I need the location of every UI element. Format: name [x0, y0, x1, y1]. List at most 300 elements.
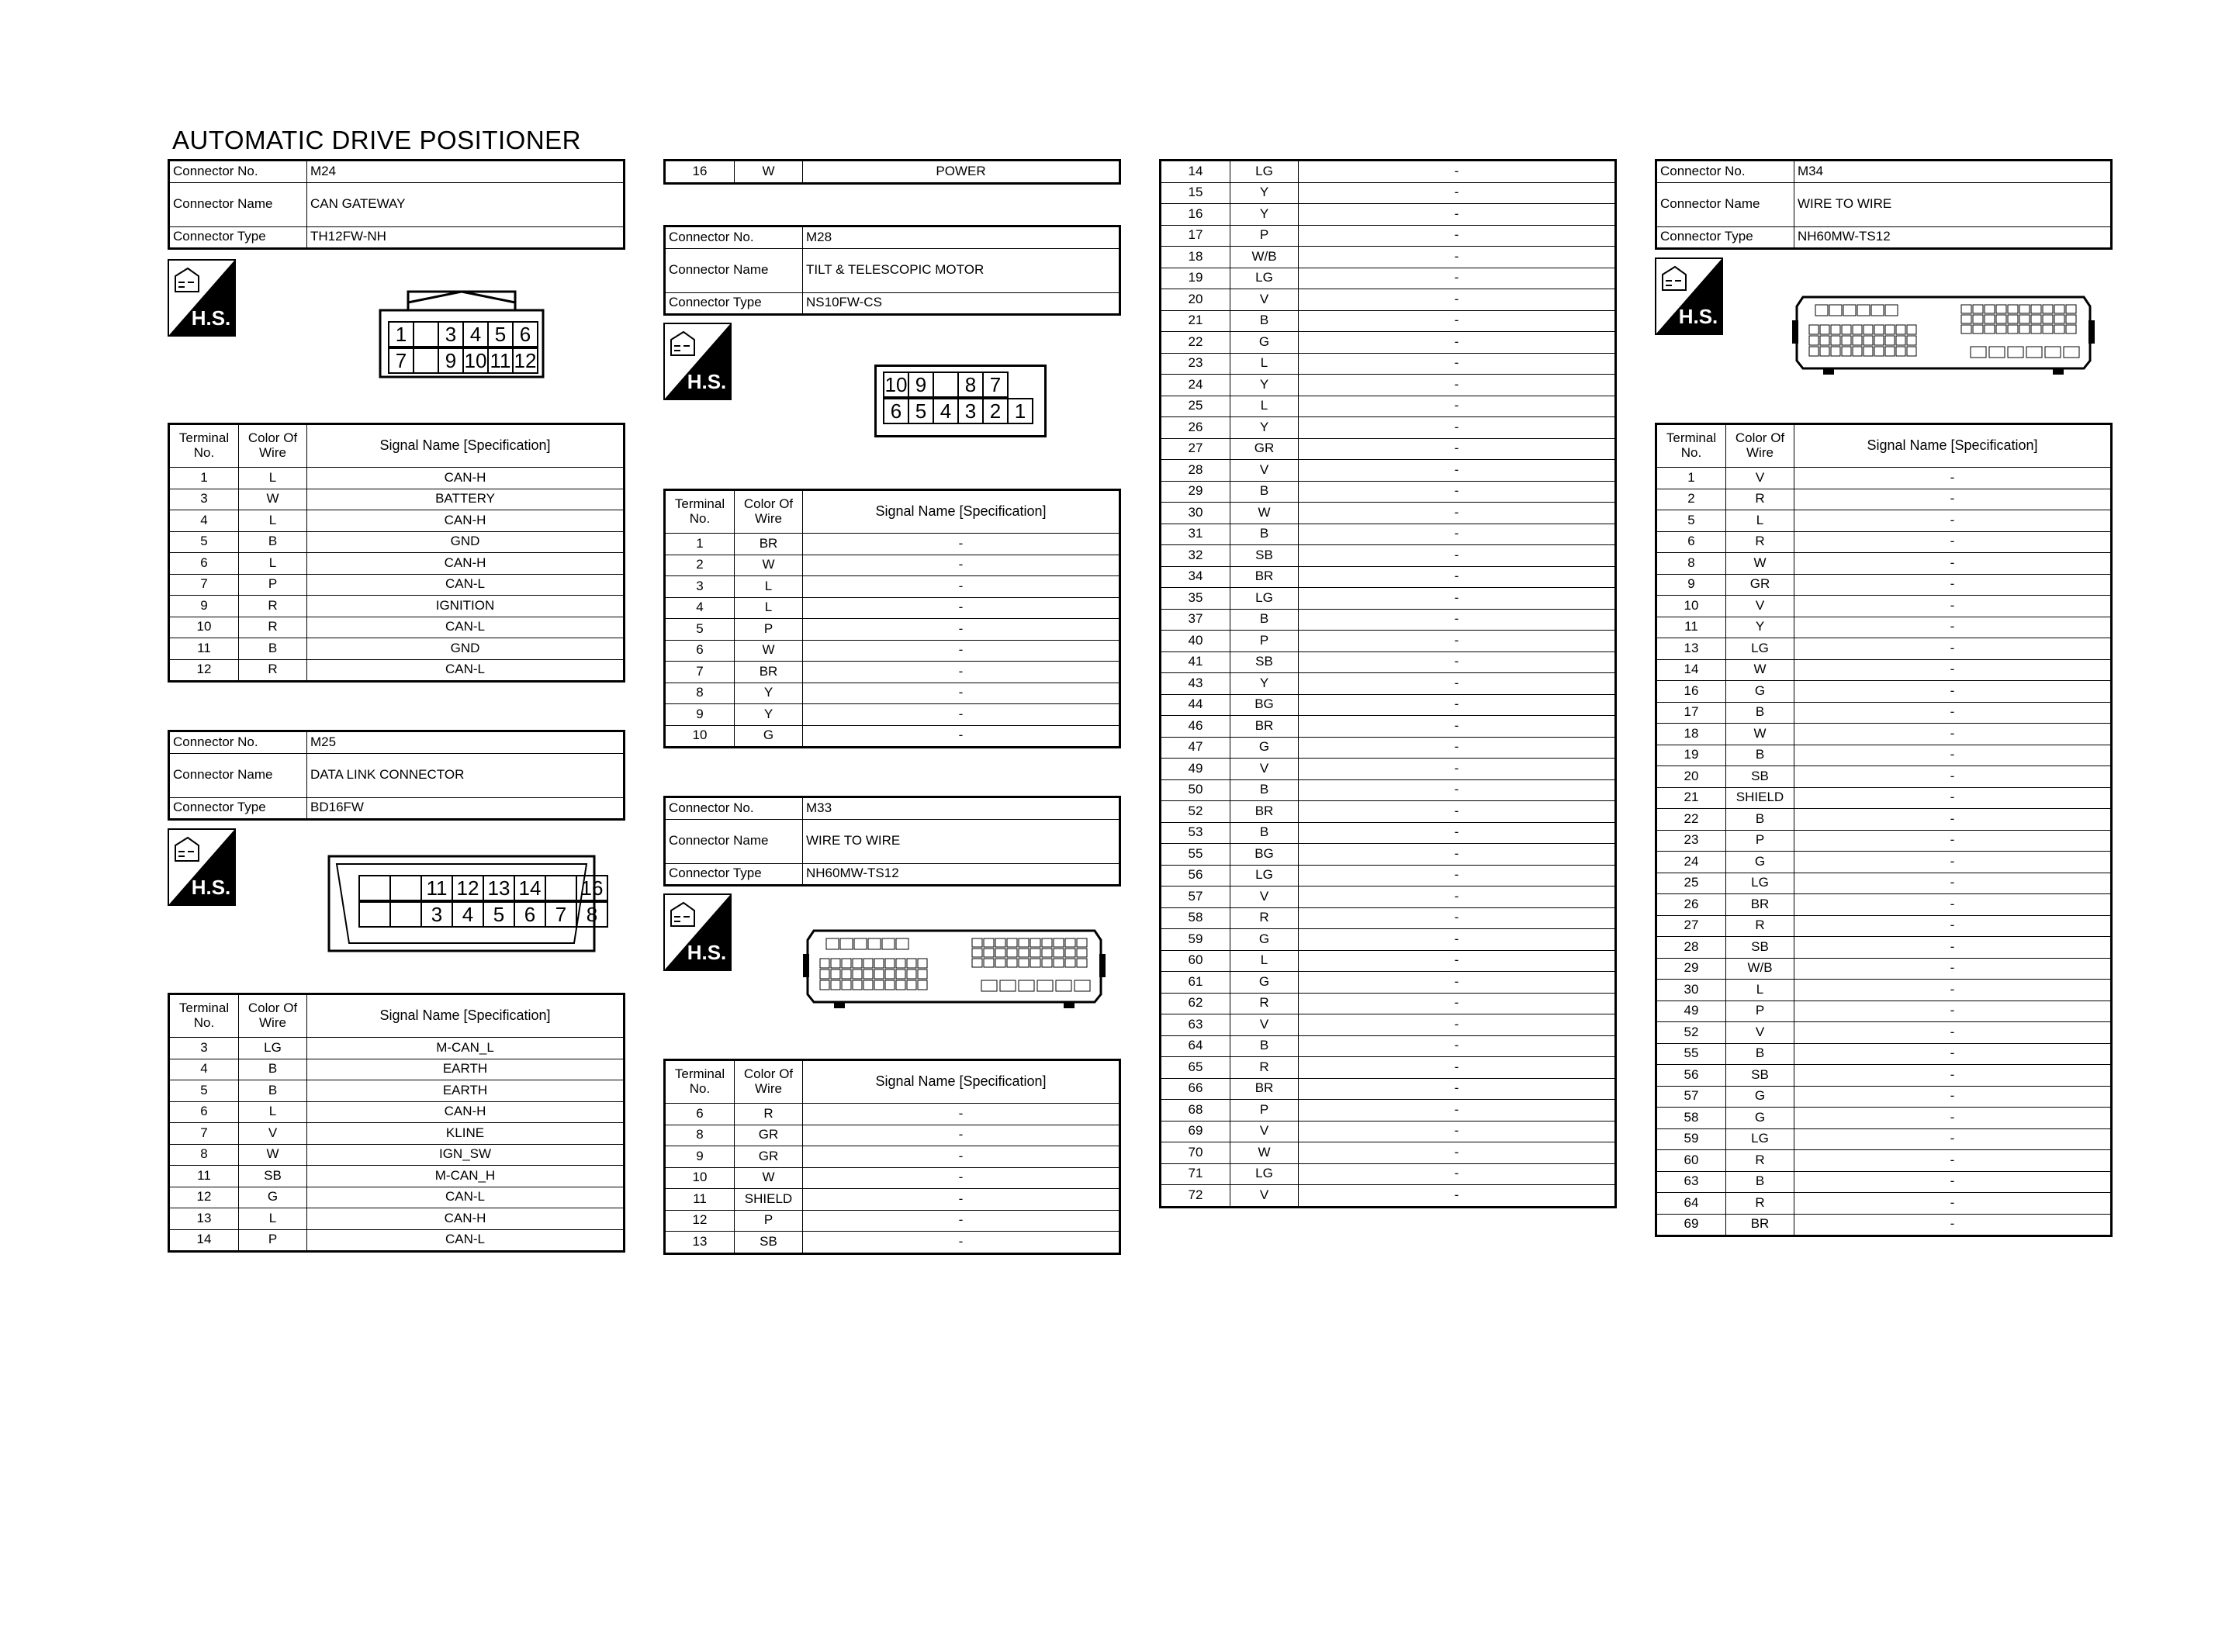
pin-cell: 1 [1007, 398, 1033, 424]
wire-color-cell: LG [239, 1038, 307, 1059]
signal-name-cell: BATTERY [307, 489, 625, 510]
terminal-no-cell: 24 [1161, 375, 1230, 396]
table-row [665, 1104, 1120, 1125]
signal-name-cell: - [1299, 460, 1616, 482]
header-signal-name: Signal Name [Specification] [1794, 424, 2112, 468]
header-signal-name: Signal Name [Specification] [307, 424, 625, 468]
signal-name-cell: - [1794, 809, 2112, 831]
signal-name-cell: - [803, 1210, 1120, 1232]
signal-name-cell: - [1299, 1121, 1616, 1142]
signal-name-cell: - [1794, 873, 2112, 894]
wire-color-cell: B [1726, 809, 1794, 831]
signal-name-cell: - [1299, 886, 1616, 908]
terminal-no-cell: 8 [665, 1125, 735, 1146]
m25-connector-no: M25 [307, 731, 625, 754]
pin-cell [389, 901, 422, 928]
terminal-no-cell: 17 [1161, 225, 1230, 247]
wire-color-cell: BR [1230, 801, 1299, 823]
terminal-no-cell: 56 [1161, 865, 1230, 886]
wire-color-cell: V [1230, 1185, 1299, 1208]
signal-name-cell: - [1299, 844, 1616, 866]
m24-continued-table [663, 159, 1121, 185]
table-row [169, 510, 625, 532]
m28-terminal-table [663, 489, 1121, 748]
pin-cell: 5 [908, 398, 934, 424]
table-row [1161, 182, 1616, 204]
table-row [1161, 268, 1616, 289]
signal-name-cell: - [1794, 980, 2112, 1001]
wire-color-cell: G [239, 1187, 307, 1208]
wire-color-cell: Y [1230, 673, 1299, 695]
wire-color-cell: GR [735, 1125, 803, 1146]
terminal-no-cell: 21 [1656, 787, 1726, 809]
terminal-no-cell: 30 [1161, 503, 1230, 524]
wire-color-cell: W/B [1726, 958, 1794, 980]
terminal-no-cell: 19 [1161, 268, 1230, 289]
table-row [169, 638, 625, 660]
header-color-of-wire: Color Of Wire [1726, 424, 1794, 468]
signal-name-cell: - [1794, 574, 2112, 596]
m34-terminal-table [1655, 423, 2113, 1237]
terminal-no-cell: 16 [665, 161, 735, 184]
terminal-no-cell: 24 [1656, 852, 1726, 873]
terminal-no-cell: 1 [169, 468, 239, 489]
wire-color-cell: BR [1230, 716, 1299, 738]
signal-name-cell: M-CAN_H [307, 1166, 625, 1187]
m25-connector-face [327, 855, 604, 952]
table-row [1656, 1193, 2112, 1215]
terminal-no-cell: 6 [665, 640, 735, 662]
wire-color-cell: V [1726, 468, 1794, 489]
wire-color-cell: LG [1726, 1128, 1794, 1150]
table-row [1161, 694, 1616, 716]
pin-cell: 4 [462, 321, 489, 347]
table-row [1656, 574, 2112, 596]
table-row [169, 1229, 625, 1252]
wire-color-cell: B [1726, 1171, 1794, 1193]
signal-name-cell: - [1794, 1171, 2112, 1193]
signal-name-cell: - [1794, 958, 2112, 980]
signal-name-cell: GND [307, 531, 625, 553]
table-row [169, 468, 625, 489]
m34-connector-name: WIRE TO WIRE [1794, 182, 2112, 226]
signal-name-cell: - [1794, 894, 2112, 916]
pin-cell: 8 [576, 901, 608, 928]
table-row [169, 1038, 625, 1059]
m33-connector-face [803, 924, 1106, 1010]
header-terminal-no: Terminal No. [665, 1060, 735, 1104]
signal-name-cell: - [1794, 489, 2112, 510]
m24-connector-name: CAN GATEWAY [307, 182, 625, 226]
signal-name-cell: - [1299, 779, 1616, 801]
signal-name-cell: - [1299, 225, 1616, 247]
wire-color-cell: Y [1726, 617, 1794, 638]
terminal-no-cell: 9 [1656, 574, 1726, 596]
wire-color-cell: LG [1726, 873, 1794, 894]
wire-color-cell: V [1726, 596, 1794, 617]
signal-name-cell: - [1299, 801, 1616, 823]
signal-name-cell: - [1299, 993, 1616, 1014]
signal-name-cell: - [1299, 907, 1616, 929]
table-row [1656, 531, 2112, 553]
signal-name-cell: EARTH [307, 1059, 625, 1080]
table-row [1161, 801, 1616, 823]
signal-name-cell: - [1794, 1022, 2112, 1044]
m25-info-table [168, 730, 625, 821]
table-row [1161, 972, 1616, 994]
table-row [665, 662, 1120, 683]
table-row [169, 1166, 625, 1187]
wire-color-cell: SB [1726, 766, 1794, 788]
wire-color-cell: W [1230, 503, 1299, 524]
terminal-no-cell: 72 [1161, 1185, 1230, 1208]
table-row [1161, 822, 1616, 844]
terminal-no-cell: 3 [169, 489, 239, 510]
terminal-no-cell: 10 [1656, 596, 1726, 617]
terminal-no-cell: 27 [1161, 438, 1230, 460]
terminal-no-cell: 5 [169, 1080, 239, 1102]
wire-color-cell: B [1230, 822, 1299, 844]
label-connector-name: Connector Name [169, 753, 307, 797]
wire-color-cell: W [1726, 724, 1794, 745]
signal-name-cell: IGN_SW [307, 1144, 625, 1166]
signal-name-cell: - [1299, 950, 1616, 972]
signal-name-cell: - [1794, 766, 2112, 788]
signal-name-cell: - [1299, 417, 1616, 439]
wire-color-cell: L [239, 468, 307, 489]
wire-color-cell: R [1726, 915, 1794, 937]
table-row [1161, 353, 1616, 375]
table-row [1656, 1150, 2112, 1172]
signal-name-cell: - [1299, 1078, 1616, 1100]
signal-name-cell: - [1794, 852, 2112, 873]
table-row [1656, 766, 2112, 788]
wire-color-cell: B [1230, 310, 1299, 332]
signal-name-cell: - [1794, 1065, 2112, 1087]
table-row [1656, 489, 2112, 510]
terminal-no-cell: 4 [169, 510, 239, 532]
table-row [1161, 737, 1616, 759]
terminal-no-cell: 14 [1161, 161, 1230, 183]
wire-color-cell: G [1726, 1108, 1794, 1129]
m25-connector-name: DATA LINK CONNECTOR [307, 753, 625, 797]
pin-cell [413, 347, 439, 374]
terminal-no-cell: 64 [1656, 1193, 1726, 1215]
pin-cell: 11 [487, 347, 514, 374]
m33-info-table [663, 796, 1121, 886]
wire-color-cell: V [1230, 886, 1299, 908]
table-row [665, 1210, 1120, 1232]
wire-color-cell: LG [1230, 268, 1299, 289]
signal-name-cell: - [1794, 1128, 2112, 1150]
terminal-no-cell: 13 [665, 1232, 735, 1254]
signal-name-cell: - [1299, 1035, 1616, 1057]
signal-name-cell: - [1299, 310, 1616, 332]
svg-text:H.S.: H.S. [191, 306, 231, 330]
terminal-no-cell: 6 [1656, 531, 1726, 553]
terminal-no-cell: 61 [1161, 972, 1230, 994]
wire-color-cell: B [1230, 779, 1299, 801]
signal-name-cell: - [1299, 204, 1616, 226]
signal-name-cell: - [1299, 545, 1616, 567]
terminal-no-cell: 65 [1161, 1057, 1230, 1079]
terminal-no-cell: 30 [1656, 980, 1726, 1001]
wire-color-cell: B [1230, 481, 1299, 503]
signal-name-cell: CAN-L [307, 574, 625, 596]
signal-name-cell: - [1299, 247, 1616, 268]
wire-color-cell: L [1726, 510, 1794, 532]
pin-cell: 5 [483, 901, 515, 928]
terminal-no-cell: 40 [1161, 631, 1230, 652]
signal-name-cell: CAN-H [307, 510, 625, 532]
table-row [1656, 510, 2112, 532]
table-row [665, 619, 1120, 641]
hs-icon [1655, 257, 1723, 335]
wire-color-cell: SB [1230, 545, 1299, 567]
table-row [1656, 830, 2112, 852]
terminal-no-cell: 8 [169, 1144, 239, 1166]
table-row [1656, 1065, 2112, 1087]
terminal-no-cell: 66 [1161, 1078, 1230, 1100]
wire-color-cell: P [1230, 225, 1299, 247]
table-row [169, 1187, 625, 1208]
column-1 [168, 159, 625, 250]
signal-name-cell: - [1794, 1001, 2112, 1022]
pin-cell: 13 [483, 875, 515, 901]
table-row [1161, 1035, 1616, 1057]
terminal-no-cell: 1 [1656, 468, 1726, 489]
table-row [1656, 1086, 2112, 1108]
terminal-no-cell: 7 [665, 662, 735, 683]
m34-connector-type: NH60MW-TS12 [1794, 226, 2112, 249]
signal-name-cell: - [1299, 651, 1616, 673]
signal-name-cell: - [1794, 659, 2112, 681]
hs-icon [663, 323, 732, 400]
header-signal-name: Signal Name [Specification] [803, 1060, 1120, 1104]
svg-text:H.S.: H.S. [687, 941, 727, 964]
wire-color-cell: W/B [1230, 247, 1299, 268]
terminal-no-cell: 6 [665, 1104, 735, 1125]
table-row [665, 576, 1120, 598]
table-row [169, 553, 625, 575]
signal-name-cell: M-CAN_L [307, 1038, 625, 1059]
signal-name-cell: - [1299, 631, 1616, 652]
table-row [665, 1167, 1120, 1189]
pin-cell: 4 [452, 901, 484, 928]
signal-name-cell: - [1299, 566, 1616, 588]
table-row [1656, 1022, 2112, 1044]
signal-name-cell: - [1794, 1108, 2112, 1129]
table-row [1161, 1142, 1616, 1164]
pin-cell [545, 875, 577, 901]
terminal-no-cell: 17 [1656, 702, 1726, 724]
terminal-no-cell: 22 [1656, 809, 1726, 831]
terminal-no-cell: 59 [1656, 1128, 1726, 1150]
terminal-no-cell: 10 [169, 617, 239, 638]
wire-color-cell: B [239, 638, 307, 660]
table-row [169, 531, 625, 553]
signal-name-cell: - [1299, 929, 1616, 951]
wire-color-cell: P [1230, 631, 1299, 652]
table-row [1161, 524, 1616, 545]
wire-color-cell: BR [1230, 566, 1299, 588]
table-row [1656, 596, 2112, 617]
table-row [1161, 1057, 1616, 1079]
terminal-no-cell: 5 [169, 531, 239, 553]
signal-name-cell: - [1794, 1214, 2112, 1236]
terminal-no-cell: 20 [1656, 766, 1726, 788]
table-row [169, 659, 625, 682]
table-row [169, 1144, 625, 1166]
wire-color-cell: BR [1726, 1214, 1794, 1236]
wire-color-cell: W [239, 489, 307, 510]
table-row [1656, 894, 2112, 916]
m34-connector-face [1792, 291, 2095, 376]
m28-connector-type: NS10FW-CS [803, 292, 1120, 315]
signal-name-cell: IGNITION [307, 596, 625, 617]
table-row [1656, 468, 2112, 489]
wire-color-cell: W [735, 640, 803, 662]
wire-color-cell: P [735, 619, 803, 641]
signal-name-cell: - [1299, 1014, 1616, 1036]
signal-name-cell: - [1299, 353, 1616, 375]
label-connector-name: Connector Name [665, 819, 803, 863]
terminal-no-cell: 12 [169, 659, 239, 682]
signal-name-cell: POWER [803, 161, 1120, 184]
wire-color-cell: LG [1230, 1163, 1299, 1185]
wire-color-cell: BR [735, 534, 803, 555]
pin-cell: 11 [420, 875, 453, 901]
table-row [1656, 617, 2112, 638]
table-row [1656, 1128, 2112, 1150]
pin-cell: 14 [514, 875, 546, 901]
m25-connector-type: BD16FW [307, 797, 625, 820]
terminal-no-cell: 11 [169, 638, 239, 660]
wire-color-cell: P [239, 574, 307, 596]
table-row [1161, 609, 1616, 631]
wire-color-cell: G [1230, 332, 1299, 354]
wire-color-cell: LG [1230, 588, 1299, 610]
table-row [1161, 950, 1616, 972]
label-connector-name: Connector Name [665, 248, 803, 292]
table-row [1161, 993, 1616, 1014]
pin-cell: 1 [388, 321, 414, 347]
label-connector-type: Connector Type [665, 292, 803, 315]
pin-cell: 10 [462, 347, 489, 374]
signal-name-cell: - [1794, 724, 2112, 745]
wire-color-cell: BR [1726, 894, 1794, 916]
table-row [1161, 332, 1616, 354]
wire-color-cell: R [1230, 1057, 1299, 1079]
terminal-no-cell: 29 [1161, 481, 1230, 503]
table-row [1161, 1078, 1616, 1100]
signal-name-cell: - [803, 683, 1120, 704]
wire-color-cell: V [1230, 460, 1299, 482]
pin-cell: 16 [576, 875, 608, 901]
m33-connector-name: WIRE TO WIRE [803, 819, 1120, 863]
wire-color-cell: SB [1726, 1065, 1794, 1087]
pin-cell: 12 [452, 875, 484, 901]
terminal-no-cell: 28 [1656, 937, 1726, 959]
table-row [169, 1059, 625, 1080]
table-row [1161, 844, 1616, 866]
signal-name-cell: - [1794, 638, 2112, 660]
signal-name-cell: - [1299, 694, 1616, 716]
terminal-no-cell: 25 [1161, 396, 1230, 417]
m28-connector-no: M28 [803, 226, 1120, 249]
terminal-no-cell: 32 [1161, 545, 1230, 567]
wire-color-cell: R [1726, 1150, 1794, 1172]
wire-color-cell: W [239, 1144, 307, 1166]
wire-color-cell: G [1230, 737, 1299, 759]
table-row [169, 1101, 625, 1123]
signal-name-cell: - [1299, 1142, 1616, 1164]
m34-connector-no: M34 [1794, 161, 2112, 183]
table-row [665, 534, 1120, 555]
pin-cell: 3 [420, 901, 453, 928]
table-row [169, 489, 625, 510]
table-row [1656, 1214, 2112, 1236]
table-row [1656, 659, 2112, 681]
table-row [1161, 289, 1616, 311]
terminal-no-cell: 13 [169, 1208, 239, 1230]
signal-name-cell: - [803, 1146, 1120, 1168]
wire-color-cell: Y [735, 704, 803, 726]
signal-name-cell: - [803, 534, 1120, 555]
table-row [1656, 809, 2112, 831]
table-row [169, 574, 625, 596]
table-row [1656, 1043, 2112, 1065]
signal-name-cell: - [1794, 787, 2112, 809]
header-terminal-no: Terminal No. [665, 490, 735, 534]
wire-color-cell: V [1230, 289, 1299, 311]
header-color-of-wire: Color Of Wire [239, 994, 307, 1038]
label-connector-type: Connector Type [169, 226, 307, 249]
label-connector-no: Connector No. [665, 226, 803, 249]
table-row [1161, 907, 1616, 929]
wire-color-cell: G [735, 725, 803, 748]
table-row [1656, 852, 2112, 873]
table-row [1161, 161, 1616, 183]
table-row [1161, 779, 1616, 801]
terminal-no-cell: 11 [169, 1166, 239, 1187]
wire-color-cell: L [239, 1208, 307, 1230]
pin-cell: 6 [514, 901, 546, 928]
wire-color-cell: W [735, 161, 803, 184]
terminal-no-cell: 6 [169, 553, 239, 575]
pin-cell: 3 [438, 321, 464, 347]
wire-color-cell: G [1726, 681, 1794, 703]
terminal-no-cell: 4 [169, 1059, 239, 1080]
terminal-no-cell: 18 [1656, 724, 1726, 745]
terminal-no-cell: 16 [1161, 204, 1230, 226]
terminal-no-cell: 34 [1161, 566, 1230, 588]
signal-name-cell: - [1299, 268, 1616, 289]
signal-name-cell: - [1299, 481, 1616, 503]
wire-color-cell: R [1726, 1193, 1794, 1215]
wire-color-cell: BR [1230, 1078, 1299, 1100]
terminal-no-cell: 43 [1161, 673, 1230, 695]
signal-name-cell: - [803, 662, 1120, 683]
terminal-no-cell: 63 [1161, 1014, 1230, 1036]
signal-name-cell: - [1299, 1100, 1616, 1121]
signal-name-cell: - [1299, 524, 1616, 545]
table-row [665, 597, 1120, 619]
table-row [1161, 417, 1616, 439]
signal-name-cell: - [1299, 716, 1616, 738]
terminal-no-cell: 53 [1161, 822, 1230, 844]
terminal-no-cell: 26 [1161, 417, 1230, 439]
